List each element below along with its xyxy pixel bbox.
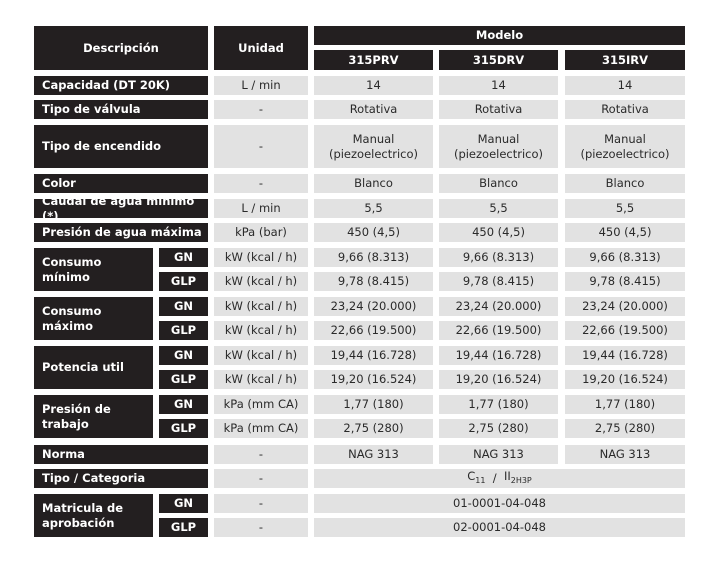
row-unit: -	[214, 469, 308, 488]
row-unit: kPa (bar)	[214, 223, 308, 242]
row-value: Blanco	[565, 174, 685, 193]
row-unit: kW (kcal / h)	[214, 346, 308, 365]
row-unit: kW (kcal / h)	[214, 248, 308, 267]
group-label: Matricula de aprobación	[34, 494, 153, 537]
gas-label: GLP	[159, 370, 208, 389]
row-unit: -	[214, 100, 308, 119]
row-value: 2,75 (280)	[565, 419, 685, 438]
model-header: 315PRV	[314, 50, 433, 70]
row-unit: -	[214, 445, 308, 464]
row-unit: -	[214, 518, 308, 537]
row-value: Blanco	[314, 174, 433, 193]
row-unit: -	[214, 494, 308, 513]
gas-label: GN	[159, 297, 208, 316]
row-value: 1,77 (180)	[314, 395, 433, 414]
row-value: NAG 313	[439, 445, 558, 464]
row-label: Tipo de válvula	[34, 100, 208, 119]
model-header: 315DRV	[439, 50, 558, 70]
row-value: 19,20 (16.524)	[314, 370, 433, 389]
row-unit: kW (kcal / h)	[214, 297, 308, 316]
gas-label: GN	[159, 346, 208, 365]
row-label: Caudal de agua mínimo (*)	[34, 199, 208, 218]
row-value: Rotativa	[314, 100, 433, 119]
row-unit: L / min	[214, 199, 308, 218]
row-value: 5,5	[439, 199, 558, 218]
row-label: Color	[34, 174, 208, 193]
row-value: Manual (piezoelectrico)	[565, 125, 685, 168]
row-label: Capacidad (DT 20K)	[34, 76, 208, 95]
row-value: Manual (piezoelectrico)	[439, 125, 558, 168]
group-label: Consumo mínimo	[34, 248, 153, 291]
ii-letters: II	[503, 469, 511, 483]
row-value: 450 (4,5)	[314, 223, 433, 242]
tipo-value	[314, 469, 685, 488]
c-class	[467, 469, 485, 488]
row-value: 01-0001-04-048	[314, 494, 685, 513]
model-header: 315IRV	[565, 50, 685, 70]
row-value: 5,5	[565, 199, 685, 218]
ii-category	[504, 469, 532, 488]
row-value: 14	[565, 76, 685, 95]
row-value: Rotativa	[565, 100, 685, 119]
row-value: 23,24 (20.000)	[314, 297, 433, 316]
row-label: Norma	[34, 445, 208, 464]
row-value: 2,75 (280)	[439, 419, 558, 438]
row-value: 22,66 (19.500)	[439, 321, 558, 340]
ii-subscript: 2H3P	[510, 476, 532, 485]
group-label: Consumo máximo	[34, 297, 153, 340]
row-value: Blanco	[439, 174, 558, 193]
row-unit: kW (kcal / h)	[214, 272, 308, 291]
row-value: NAG 313	[565, 445, 685, 464]
row-value: 9,66 (8.313)	[314, 248, 433, 267]
gas-label: GN	[159, 494, 208, 513]
group-label: Presión de trabajo	[34, 395, 153, 438]
row-value: 14	[314, 76, 433, 95]
gas-label: GLP	[159, 321, 208, 340]
group-label: Potencia util	[34, 346, 153, 389]
row-value: 22,66 (19.500)	[314, 321, 433, 340]
row-label: Presión de agua máxima	[34, 223, 208, 242]
gas-label: GLP	[159, 419, 208, 438]
row-value: 23,24 (20.000)	[439, 297, 558, 316]
row-value: 9,78 (8.415)	[439, 272, 558, 291]
row-unit: -	[214, 125, 308, 168]
row-unit: kW (kcal / h)	[214, 370, 308, 389]
row-value: 19,20 (16.524)	[439, 370, 558, 389]
gas-label: GLP	[159, 272, 208, 291]
row-label: Tipo de encendido	[34, 125, 208, 168]
row-unit: L / min	[214, 76, 308, 95]
row-unit: -	[214, 174, 308, 193]
row-value: Rotativa	[439, 100, 558, 119]
row-value: 9,66 (8.313)	[565, 248, 685, 267]
row-value: 450 (4,5)	[439, 223, 558, 242]
row-value: 22,66 (19.500)	[565, 321, 685, 340]
row-value: 23,24 (20.000)	[565, 297, 685, 316]
row-value: 9,66 (8.313)	[439, 248, 558, 267]
gas-label: GN	[159, 248, 208, 267]
row-value: 2,75 (280)	[314, 419, 433, 438]
row-value: 9,78 (8.415)	[314, 272, 433, 291]
row-value: 450 (4,5)	[565, 223, 685, 242]
gas-label: GLP	[159, 518, 208, 537]
row-unit: kPa (mm CA)	[214, 419, 308, 438]
gas-label: GN	[159, 395, 208, 414]
modelo-header: Modelo	[314, 26, 685, 45]
row-value: 19,20 (16.524)	[565, 370, 685, 389]
c-letter: C	[467, 469, 476, 483]
unidad-header: Unidad	[214, 26, 308, 70]
row-value: 1,77 (180)	[565, 395, 685, 414]
row-value: Manual (piezoelectrico)	[314, 125, 433, 168]
descripcion-header: Descripción	[34, 26, 208, 70]
row-value: 19,44 (16.728)	[314, 346, 433, 365]
row-value: 14	[439, 76, 558, 95]
row-value: 1,77 (180)	[439, 395, 558, 414]
row-value: 9,78 (8.415)	[565, 272, 685, 291]
row-value: 02-0001-04-048	[314, 518, 685, 537]
row-value: 19,44 (16.728)	[439, 346, 558, 365]
row-unit: kW (kcal / h)	[214, 321, 308, 340]
row-unit: kPa (mm CA)	[214, 395, 308, 414]
row-value: 19,44 (16.728)	[565, 346, 685, 365]
c-subscript: 11	[475, 476, 486, 485]
row-label: Tipo / Categoria	[34, 469, 208, 488]
separator: /	[492, 471, 497, 485]
row-value: 5,5	[314, 199, 433, 218]
row-value: NAG 313	[314, 445, 433, 464]
